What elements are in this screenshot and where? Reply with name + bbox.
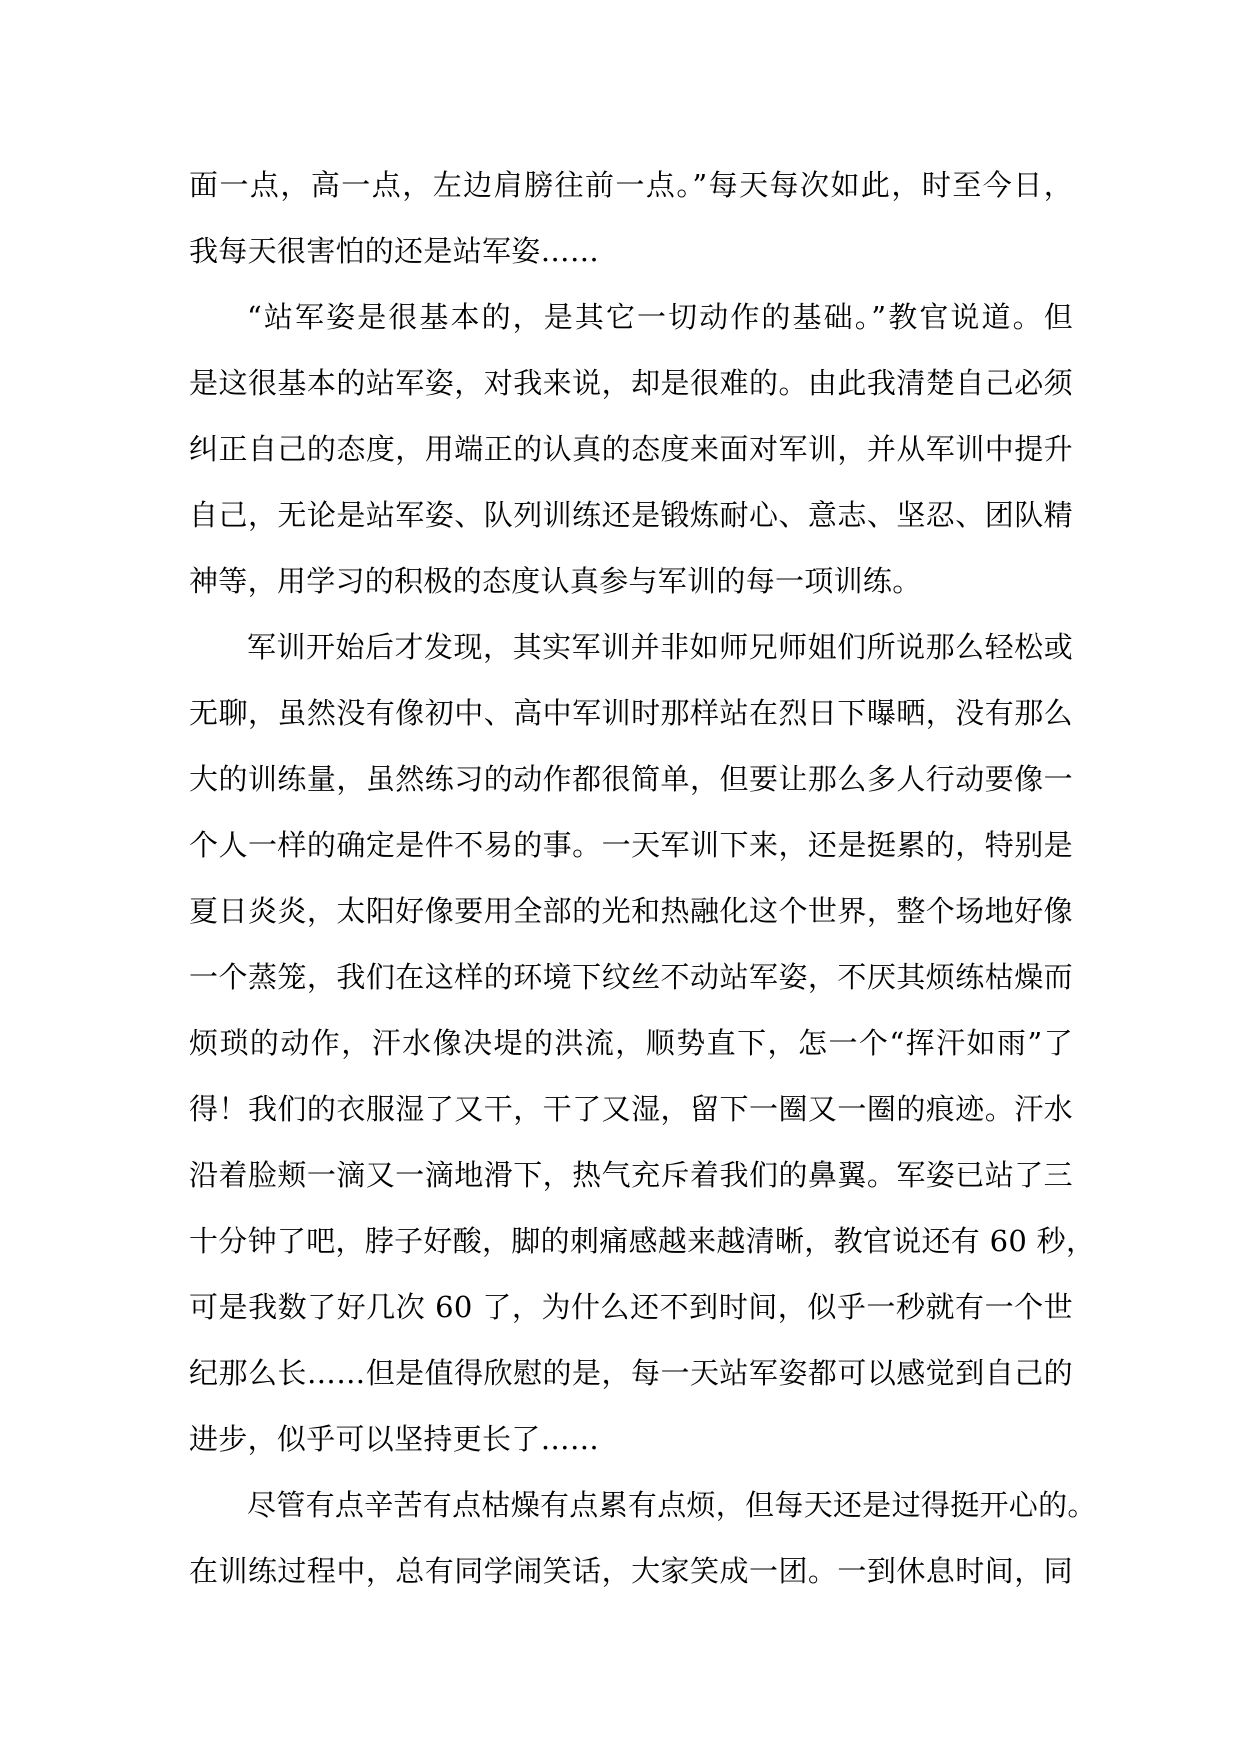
text-line: 神等，用学习的积极的态度认真参与军训的每一项训练。 bbox=[189, 564, 922, 598]
paragraph-4 bbox=[189, 1472, 1097, 1604]
paragraph-1 bbox=[189, 152, 1073, 284]
text-line: 可是我数了好几次 60 了，为什么还不到时间，似乎一秒就有一个世 bbox=[189, 1290, 1073, 1324]
text-line: 尽管有点辛苦有点枯燥有点累有点烦，但每天还是过得挺开心的。 bbox=[247, 1488, 1097, 1522]
text-line: 无聊，虽然没有像初中、高中军训时那样站在烈日下曝晒，没有那么 bbox=[189, 696, 1073, 730]
text-line: 军训开始后才发现，其实军训并非如师兄师姐们所说那么轻松或 bbox=[247, 630, 1073, 664]
text-line: 十分钟了吧，脖子好酸，脚的刺痛感越来越清晰，教官说还有 60 秒， bbox=[189, 1224, 1096, 1258]
text-line: 纪那么长……但是值得欣慰的是，每一天站军姿都可以感觉到自己的 bbox=[189, 1356, 1073, 1390]
text-line: 大的训练量，虽然练习的动作都很简单，但要让那么多人行动要像一 bbox=[189, 762, 1073, 796]
text-line: 面一点，高一点，左边肩膀往前一点。”每天每次如此，时至今日， bbox=[189, 168, 1073, 202]
text-line: 在训练过程中，总有同学闹笑话，大家笑成一团。一到休息时间，同 bbox=[189, 1554, 1073, 1588]
text-line: 得！我们的衣服湿了又干，干了又湿，留下一圈又一圈的痕迹。汗水 bbox=[189, 1092, 1073, 1126]
paragraph-2 bbox=[189, 284, 1073, 614]
text-line: 烦琐的动作，汗水像决堤的洪流，顺势直下，怎一个“挥汗如雨”了 bbox=[189, 1026, 1073, 1060]
text-line: 个人一样的确定是件不易的事。一天军训下来，还是挺累的，特别是 bbox=[189, 828, 1073, 862]
text-line: 沿着脸颊一滴又一滴地滑下，热气充斥着我们的鼻翼。军姿已站了三 bbox=[189, 1158, 1073, 1192]
text-line: 纠正自己的态度，用端正的认真的态度来面对军训，并从军训中提升 bbox=[189, 432, 1073, 466]
text-line: 一个蒸笼，我们在这样的环境下纹丝不动站军姿，不厌其烦练枯燥而 bbox=[189, 960, 1073, 994]
paragraph-3 bbox=[189, 614, 1096, 1472]
body-text bbox=[189, 152, 1097, 1604]
text-line: “站军姿是很基本的，是其它一切动作的基础。”教官说道。但 bbox=[247, 300, 1073, 334]
text-line: 进步，似乎可以坚持更长了…… bbox=[189, 1422, 600, 1456]
text-line: 自己，无论是站军姿、队列训练还是锻炼耐心、意志、坚忍、团队精 bbox=[189, 498, 1073, 532]
text-line: 我每天很害怕的还是站军姿…… bbox=[189, 234, 600, 268]
text-line: 夏日炎炎，太阳好像要用全部的光和热融化这个世界，整个场地好像 bbox=[189, 894, 1073, 928]
text-line: 是这很基本的站军姿，对我来说，却是很难的。由此我清楚自己必须 bbox=[189, 366, 1073, 400]
